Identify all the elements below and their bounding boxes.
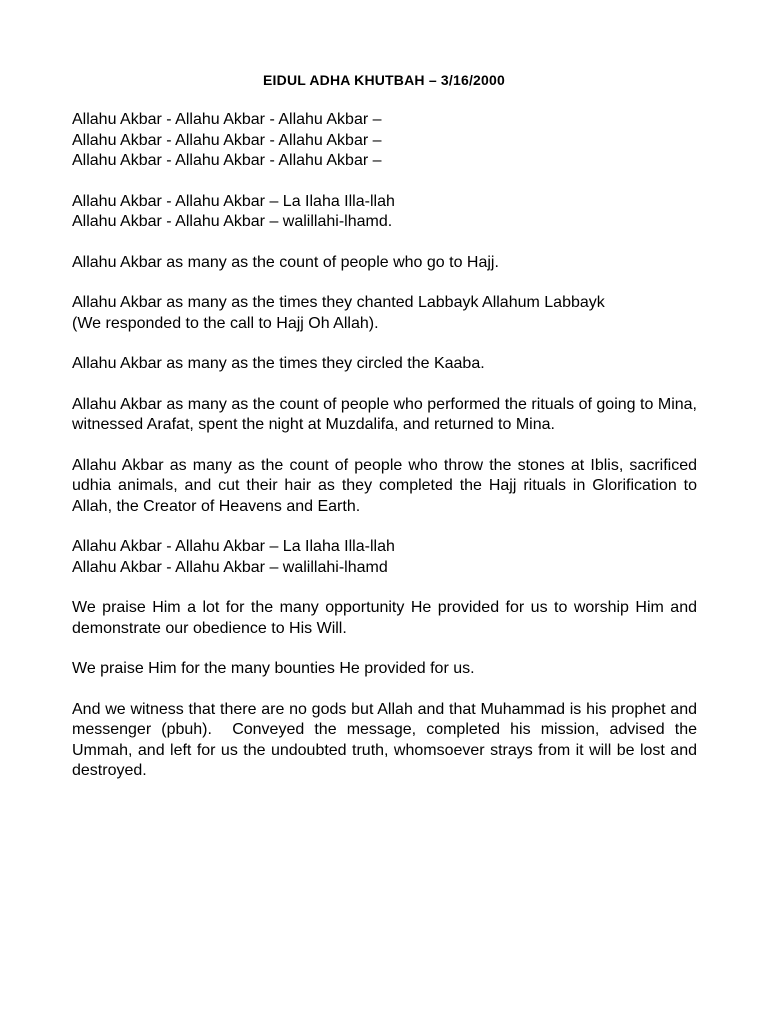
- takbir-block-2: [72, 192, 697, 233]
- paragraph-hajj-count: Allahu Akbar as many as the count of people who go to Hajj.: [72, 253, 499, 271]
- paragraph-praise-bounties: We praise Him for the many bounties He provided for us.: [72, 660, 475, 677]
- takbir-line: Allahu Akbar - Allahu Akbar – La Ilaha Illa-llah: [72, 538, 395, 555]
- takbir-line: Allahu Akbar - Allahu Akbar - Allahu Akbar –: [72, 131, 382, 149]
- paragraph-kaaba: Allahu Akbar as many as the times they circled the Kaaba.: [72, 355, 485, 372]
- takbir-line: Allahu Akbar - Allahu Akbar – La Ilaha Illa-llah: [72, 192, 395, 210]
- paragraph-line: (We responded to the call to Hajj Oh Allah).: [72, 314, 379, 332]
- takbir-line: Allahu Akbar - Allahu Akbar - Allahu Akbar –: [72, 152, 382, 169]
- takbir-block-3: [72, 537, 697, 578]
- paragraph-line: Allahu Akbar as many as the times they chanted Labbayk Allahum Labbayk: [72, 294, 605, 311]
- takbir-block-1: [72, 110, 697, 172]
- takbir-line: Allahu Akbar - Allahu Akbar - Allahu Akbar –: [72, 111, 382, 128]
- document-body: [72, 110, 702, 802]
- document-title: EIDUL ADHA KHUTBAH – 3/16/2000: [263, 72, 505, 88]
- paragraph-praise-opportunity: We praise Him a lot for the many opportunity He provided for us to worship Him and demonstrate our obedience to His Will.: [72, 599, 697, 637]
- takbir-line: Allahu Akbar - Allahu Akbar – walillahi-lhamd.: [72, 213, 393, 230]
- paragraph-stones: Allahu Akbar as many as the count of people who throw the stones at Iblis, sacrificed udhia animals, and cut their hair as they completed the Hajj rituals in Glorification to Allah, the Creator of Heavens and Earth.: [72, 456, 697, 515]
- paragraph-labbayk: [72, 293, 697, 334]
- paragraph-witness: And we witness that there are no gods but Allah and that Muhammad is his prophet and messenger (pbuh). Conveyed the message, completed his mission, advised the Ummah, and left for us the undoubted truth, whomsoever strays from it will be lost and destroyed.: [72, 700, 702, 779]
- takbir-line: Allahu Akbar - Allahu Akbar – walillahi-lhamd: [72, 558, 388, 576]
- paragraph-rituals: Allahu Akbar as many as the count of people who performed the rituals of going to Mina, witnessed Arafat, spent the night at Muzdalifa, and returned to Mina.: [72, 395, 697, 433]
